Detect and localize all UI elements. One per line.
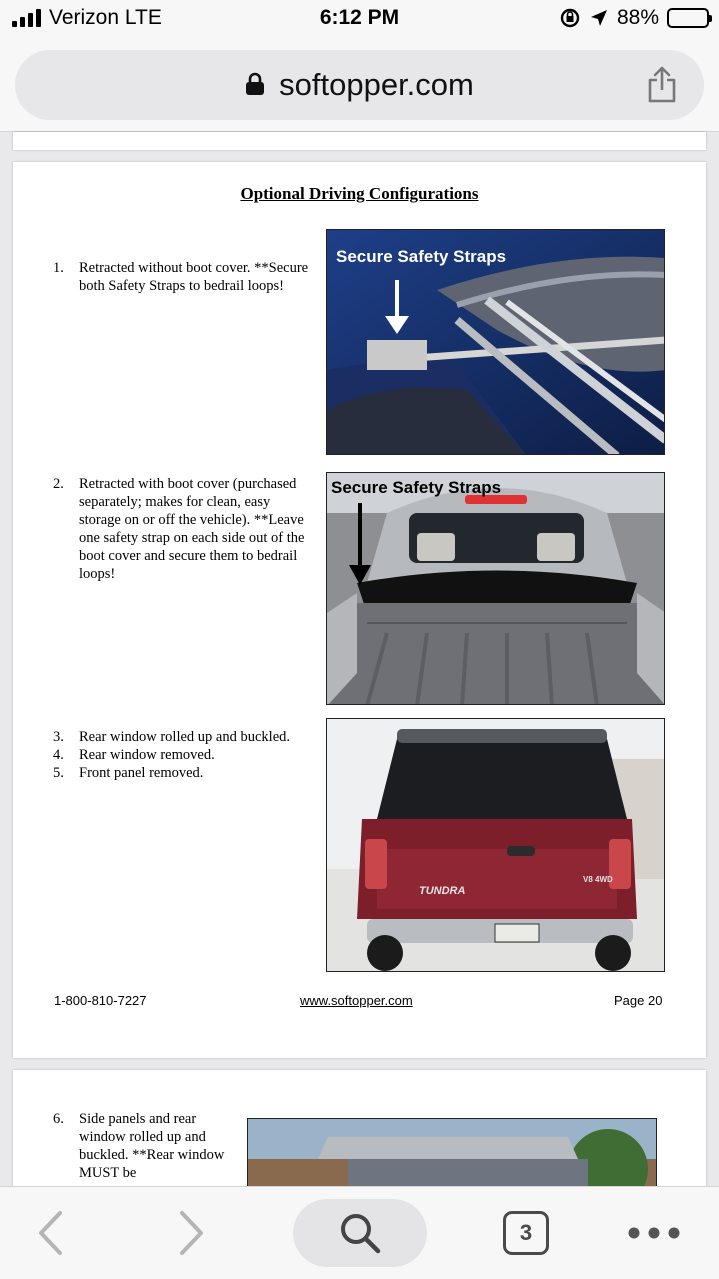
step-text: Retracted with boot cover (purchased separately; makes for clean, easy storage on or off the vehicle). **Leave one safety strap on each side out of the boot cover and secure them to bedrail loops! — [79, 476, 305, 582]
photo-retracted-with-cover — [326, 472, 665, 705]
step-item — [53, 728, 323, 748]
location-arrow-icon — [589, 8, 609, 28]
forward-button[interactable] — [170, 1209, 214, 1257]
page-title: Optional Driving Configurations — [240, 184, 479, 203]
step-text: Rear window rolled up and buckled. — [79, 729, 291, 745]
search-button[interactable] — [293, 1199, 427, 1267]
status-bar — [0, 0, 719, 40]
previous-page-edge — [13, 132, 706, 150]
battery-percent: 88% — [616, 6, 659, 29]
more-menu-button[interactable] — [626, 1221, 682, 1245]
search-icon — [338, 1211, 382, 1255]
photo-caption: Secure Safety Straps — [331, 478, 502, 497]
status-icons — [559, 6, 709, 30]
step-number: 2. — [53, 476, 64, 492]
battery-icon — [667, 8, 709, 28]
lock-icon — [245, 72, 265, 96]
carrier-name: Verizon — [49, 6, 120, 29]
step-item — [53, 475, 313, 585]
step-number: 5. — [53, 765, 64, 781]
step-item — [53, 746, 323, 766]
chevron-left-icon — [36, 1210, 64, 1256]
photo-caption: Secure Safety Straps — [336, 247, 507, 266]
step-number: 6. — [53, 1111, 64, 1127]
step-item — [53, 259, 313, 319]
share-icon[interactable] — [646, 66, 678, 104]
photo-retracted-no-cover — [326, 229, 665, 455]
footer-website-link[interactable]: www.softopper.com — [300, 993, 413, 1008]
step-number: 4. — [53, 747, 64, 763]
browser-toolbar — [0, 1186, 719, 1279]
footer-page-number: Page 20 — [614, 993, 663, 1008]
step-text: Retracted without boot cover. **Secure both Safety Straps to bedrail loops! — [79, 260, 309, 294]
footer-phone: 1-800-810-7227 — [54, 993, 147, 1008]
step-text: Rear window removed. — [79, 747, 215, 763]
address-bar[interactable] — [15, 50, 704, 120]
browser-header — [0, 40, 719, 132]
photo-rear-window-rolled — [326, 718, 665, 972]
document-page — [13, 162, 706, 1058]
back-button[interactable] — [28, 1209, 72, 1257]
clock: 6:12 PM — [319, 6, 400, 29]
network-type: LTE — [124, 6, 162, 29]
chevron-right-icon — [178, 1210, 206, 1256]
truck-engine-badge: V8 4WD — [583, 875, 613, 884]
orientation-lock-icon — [559, 7, 581, 29]
truck-model-badge: TUNDRA — [419, 885, 466, 897]
tabs-button[interactable]: 3 — [503, 1211, 549, 1255]
url-text: softopper.com — [279, 67, 474, 102]
more-dots-icon — [627, 1226, 681, 1240]
step-number: 1. — [53, 260, 64, 276]
step-text: Side panels and rear window rolled up and buckled. **Rear window MUST be — [79, 1111, 225, 1181]
step-text: Front panel removed. — [79, 765, 204, 781]
step-number: 3. — [53, 729, 64, 745]
step-item — [53, 764, 323, 784]
